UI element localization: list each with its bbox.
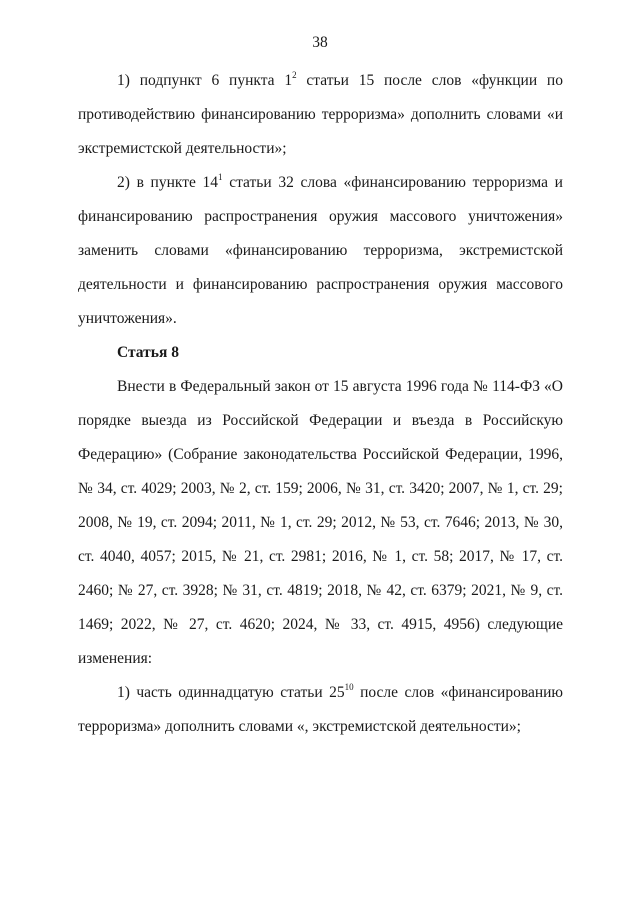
item-text-end: после слов «финансированию терроризма» дополнить словами «, экстремистской деятельности»; — [78, 684, 564, 735]
superscript-index: 2 — [292, 70, 297, 80]
document-body — [78, 64, 563, 744]
item-text-start: 1) часть одиннадцатую статьи 25 — [117, 684, 345, 701]
superscript-index: 10 — [344, 682, 354, 692]
list-item — [78, 166, 563, 336]
superscript-index: 1 — [218, 172, 223, 182]
item-text-end: статьи 32 слова «финансированию терроризма и финансированию распространения оружия массового уничтожения» заменить словами «финансированию терроризма, экстремистской деятельности и финансированию распространения оружия массового уничтожения». — [78, 174, 563, 327]
article-heading: Статья 8 — [117, 344, 179, 361]
page-number: 38 — [312, 34, 328, 51]
item-text-start: 2) в пункте 14 — [117, 174, 219, 191]
article-intro: Внести в Федеральный закон от 15 августа 1996 года № 114-ФЗ «О порядке выезда из Российской Федерации и въезда в Российскую Федерацию» (Собрание законодательства Российской Федерации, 1996, № 34, ст. 4029; 2003, № 2, ст. 159; 2006, № 31, ст. 3420; 2007, № 1, ст. 29; 2008, № 19, ст. 2094; 2011, № 1, ст. 29; 2012, № 53, ст. 7646; 2013, № 30, ст. 4040, 4057; 2015, № 21, ст. 2981; 2016, № 1, ст. 58; 2017, № 17, ст. 2460; № 27, ст. 3928; № 31, ст. 4819; 2018, № 42, ст. 6379; 2021, № 9, ст. 1469; 2022, № 27, ст. 4620; 2024, № 33, ст. 4915, 4956) следующие изменения: — [78, 378, 563, 667]
list-item — [78, 676, 563, 744]
list-item — [78, 64, 563, 166]
item-text-start: 1) подпункт 6 пункта 1 — [117, 72, 293, 89]
item-text-end: статьи 15 после слов «функции по противодействию финансированию терроризма» дополнить словами «и экстремистской деятельности»; — [78, 72, 563, 157]
